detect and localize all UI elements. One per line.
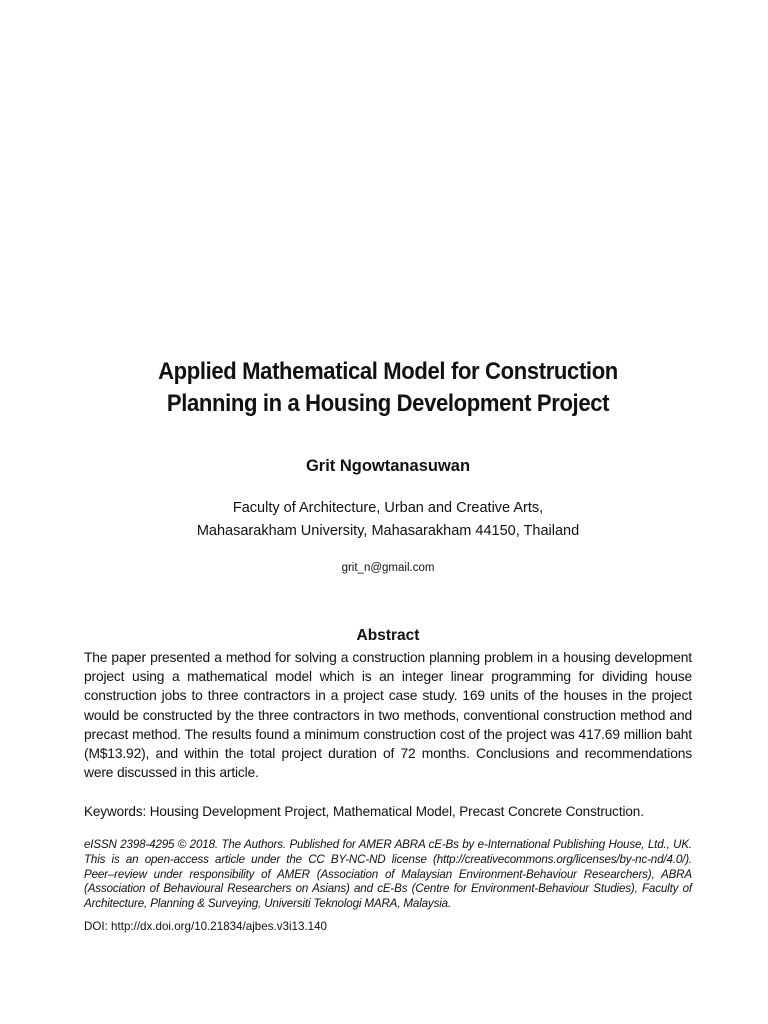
author-name: Grit Ngowtanasuwan xyxy=(305,457,471,475)
abstract-body: The paper presented a method for solving a construction planning problem in a housing development project using a mathematical model which is an integer linear programming for dividing house construction jobs to three contractors in a project case study. 169 units of the houses in the project would be constructed by the three contractors in two methods, conventional construction method and precast method. The results found a minimum construction cost of the project was 417.69 million baht (M$13.92), and within the total project duration of 72 months. Conclusions and recommendations were discussed in this article. xyxy=(84,650,692,781)
paper-title-line-2: Planning in a Housing Development Project xyxy=(166,390,610,417)
author-affiliation xyxy=(84,497,692,543)
doi-link: DOI: http://dx.doi.org/10.21834/ajbes.v3i13.140 xyxy=(84,920,327,933)
license-notice: eISSN 2398-4295 © 2018. The Authors. Published for AMER ABRA cE-Bs by e-International Publishing House, Ltd., UK. This is an open-access article under the CC BY-NC-ND license (http://creativecommons.org/licenses/by-nc-nd/4.0/). Peer–review under responsibility of AMER (Association of Malaysian Environment-Behaviour Researchers), ABRA (Association of Behavioural Researchers on Asians) and cE-Bs (Centre for Environment-Behaviour Studies), Faculty of Architecture, Planning & Surveying, Universiti Teknologi MARA, Malaysia. xyxy=(84,838,692,911)
paper-title xyxy=(114,356,661,420)
keywords: Keywords: Housing Development Project, Mathematical Model, Precast Concrete Construction. xyxy=(84,804,644,819)
affiliation-line-1: Faculty of Architecture, Urban and Creative Arts, xyxy=(232,500,544,516)
affiliation-line-2: Mahasarakham University, Mahasarakham 44150, Thailand xyxy=(196,523,580,539)
author-email: grit_n@gmail.com xyxy=(341,562,435,574)
paper-title-line-1: Applied Mathematical Model for Construction xyxy=(158,358,618,385)
abstract-heading: Abstract xyxy=(356,627,420,644)
